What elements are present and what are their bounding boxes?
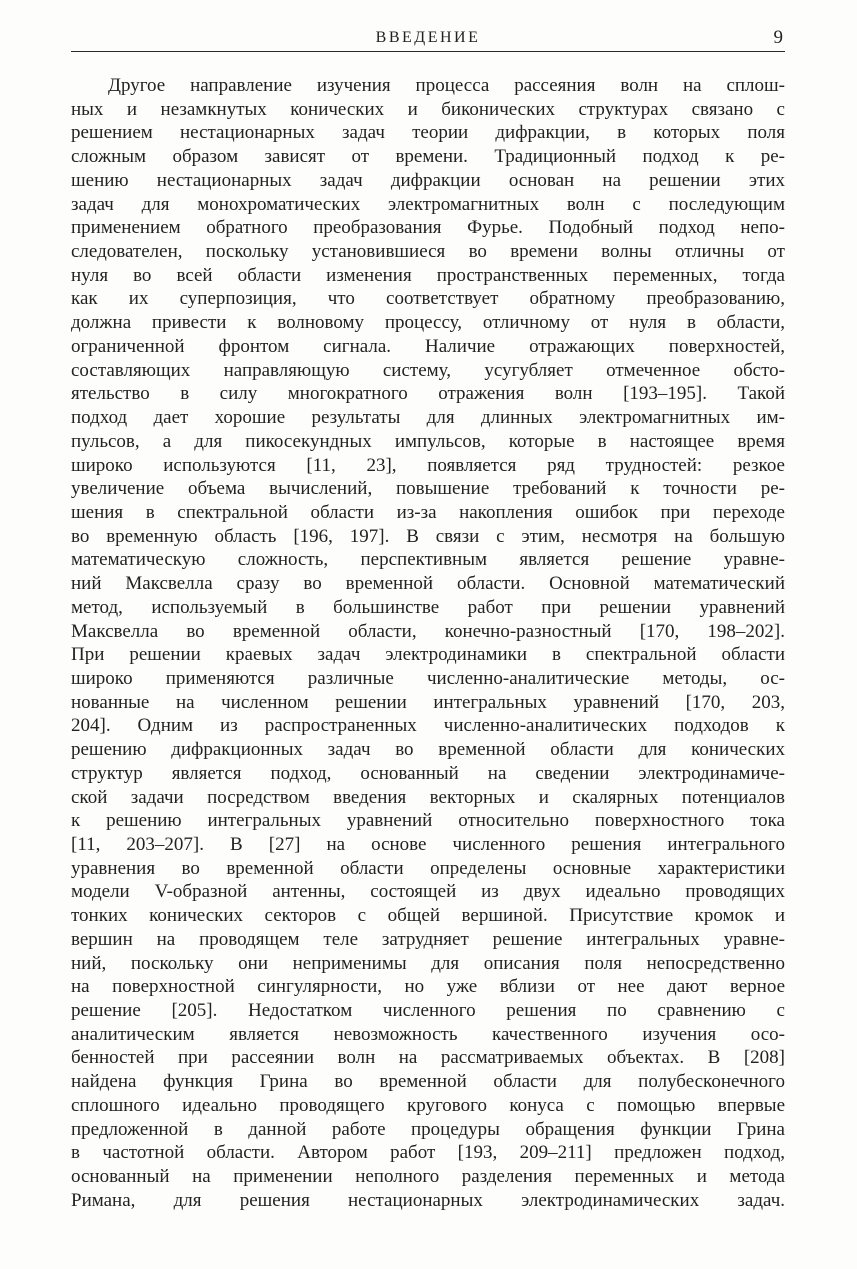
text-line: задач для монохроматических электромагнитных волн с последующим bbox=[71, 193, 785, 215]
text-line: подход дает хорошие результаты для длинных электромагнитных им- bbox=[71, 407, 785, 429]
text-line: ской задачи посредством введения векторных и скалярных потенциалов bbox=[71, 786, 785, 808]
text-line: широко используются [11, 23], появляется ряд трудностей: резкое bbox=[71, 454, 785, 476]
text-line: решение [205]. Недостатком численного решения по сравнению с bbox=[71, 1000, 785, 1022]
text-line: математическую сложность, перспективным является решение уравне- bbox=[71, 549, 785, 571]
text-line: найдена функция Грина во временной области для полубесконечного bbox=[71, 1071, 785, 1093]
text-line: пульсов, а для пикосекундных импульсов, которые в настоящее время bbox=[71, 430, 785, 452]
text-line: тонких конических секторов с общей вершиной. Присутствие кромок и bbox=[71, 905, 785, 927]
text-line: ятельство в силу многократного отражения волн [193–195]. Такой bbox=[71, 383, 785, 405]
text-line: вершин на проводящем теле затрудняет решение интегральных уравне- bbox=[71, 928, 785, 950]
body-text bbox=[71, 74, 785, 1213]
text-line: широко применяются различные численно-аналитические методы, ос- bbox=[71, 667, 785, 689]
text-line: решению дифракционных задач во временной области для конических bbox=[71, 739, 785, 761]
text-line: следователен, поскольку установившиеся во времени волны отличны от bbox=[71, 241, 785, 263]
text-line: ных и незамкнутых конических и биконических структурах связано с bbox=[71, 98, 785, 120]
text-line: аналитическим является невозможность качественного изучения осо- bbox=[71, 1023, 785, 1045]
text-line: в частотной области. Автором работ [193, 209–211] предложен подход, bbox=[71, 1142, 785, 1164]
text-line: структур является подход, основанный на сведении электродинамиче- bbox=[71, 762, 785, 784]
header-rule bbox=[71, 51, 785, 52]
text-line: Другое направление изучения процесса рассеяния волн на сплош- bbox=[108, 75, 785, 96]
text-line: 204]. Одним из распространенных численно-аналитических подходов к bbox=[71, 715, 785, 737]
text-line: уравнения во временной области определены основные характеристики bbox=[71, 857, 785, 879]
text-line: как их суперпозиция, что соответствует обратному преобразованию, bbox=[71, 288, 785, 310]
text-line: При решении краевых задач электродинамики в спектральной области bbox=[71, 644, 785, 666]
text-line: на поверхностной сингулярности, но уже вблизи от нее дают верное bbox=[71, 976, 785, 998]
text-line: шения в спектральной области из-за накопления ошибок при переходе bbox=[71, 501, 785, 523]
page-number: 9 bbox=[773, 27, 783, 48]
text-line: метод, используемый в большинстве работ при решении уравнений bbox=[71, 596, 785, 618]
text-line: ограниченной фронтом сигнала. Наличие отражающих поверхностей, bbox=[71, 335, 785, 357]
text-line: к решению интегральных уравнений относительно поверхностного тока bbox=[71, 810, 785, 832]
text-line: сложным образом зависят от времени. Традиционный подход к ре- bbox=[71, 146, 785, 168]
text-line: основанный на применении неполного разделения переменных и метода bbox=[71, 1166, 785, 1188]
text-line: Римана, для решения нестационарных электродинамических задач. bbox=[71, 1189, 785, 1211]
text-line: ний Максвелла сразу во временной области. Основной математический bbox=[71, 573, 785, 595]
text-line: составляющих направляющую систему, усугубляет отмеченное обсто- bbox=[71, 359, 785, 381]
text-line: [11, 203–207]. В [27] на основе численного решения интегрального bbox=[71, 834, 785, 855]
running-title: ВВЕДЕНИЕ bbox=[375, 29, 481, 46]
text-line: ний, поскольку они неприменимы для описания поля непосредственно bbox=[71, 952, 785, 974]
text-line: Максвелла во временной области, конечно-разностный [170, 198–202]. bbox=[71, 620, 785, 642]
text-line: увеличение объема вычислений, повышение требований к точности ре- bbox=[71, 478, 785, 500]
text-line: нованные на численном решении интегральных уравнений [170, 203, bbox=[71, 691, 785, 713]
text-line: модели V-образной антенны, состоящей из двух идеально проводящих bbox=[71, 881, 785, 903]
text-line: применением обратного преобразования Фурье. Подобный подход непо- bbox=[71, 217, 785, 239]
text-line: шению нестационарных задач дифракции основан на решении этих bbox=[71, 169, 785, 191]
text-line: предложенной в данной работе процедуры обращения функции Грина bbox=[71, 1118, 785, 1140]
text-line: сплошного идеально проводящего кругового конуса с помощью впервые bbox=[71, 1094, 785, 1116]
text-line: бенностей при рассеянии волн на рассматриваемых объектах. В [208] bbox=[71, 1047, 785, 1069]
text-line: решением нестационарных задач теории дифракции, в которых поля bbox=[71, 122, 785, 144]
text-line: должна привести к волновому процессу, отличному от нуля в области, bbox=[71, 312, 785, 334]
text-line: во временную область [196, 197]. В связи с этим, несмотря на большую bbox=[71, 525, 785, 547]
page-header bbox=[71, 27, 785, 49]
text-line: нуля во всей области изменения пространственных переменных, тогда bbox=[71, 264, 785, 286]
